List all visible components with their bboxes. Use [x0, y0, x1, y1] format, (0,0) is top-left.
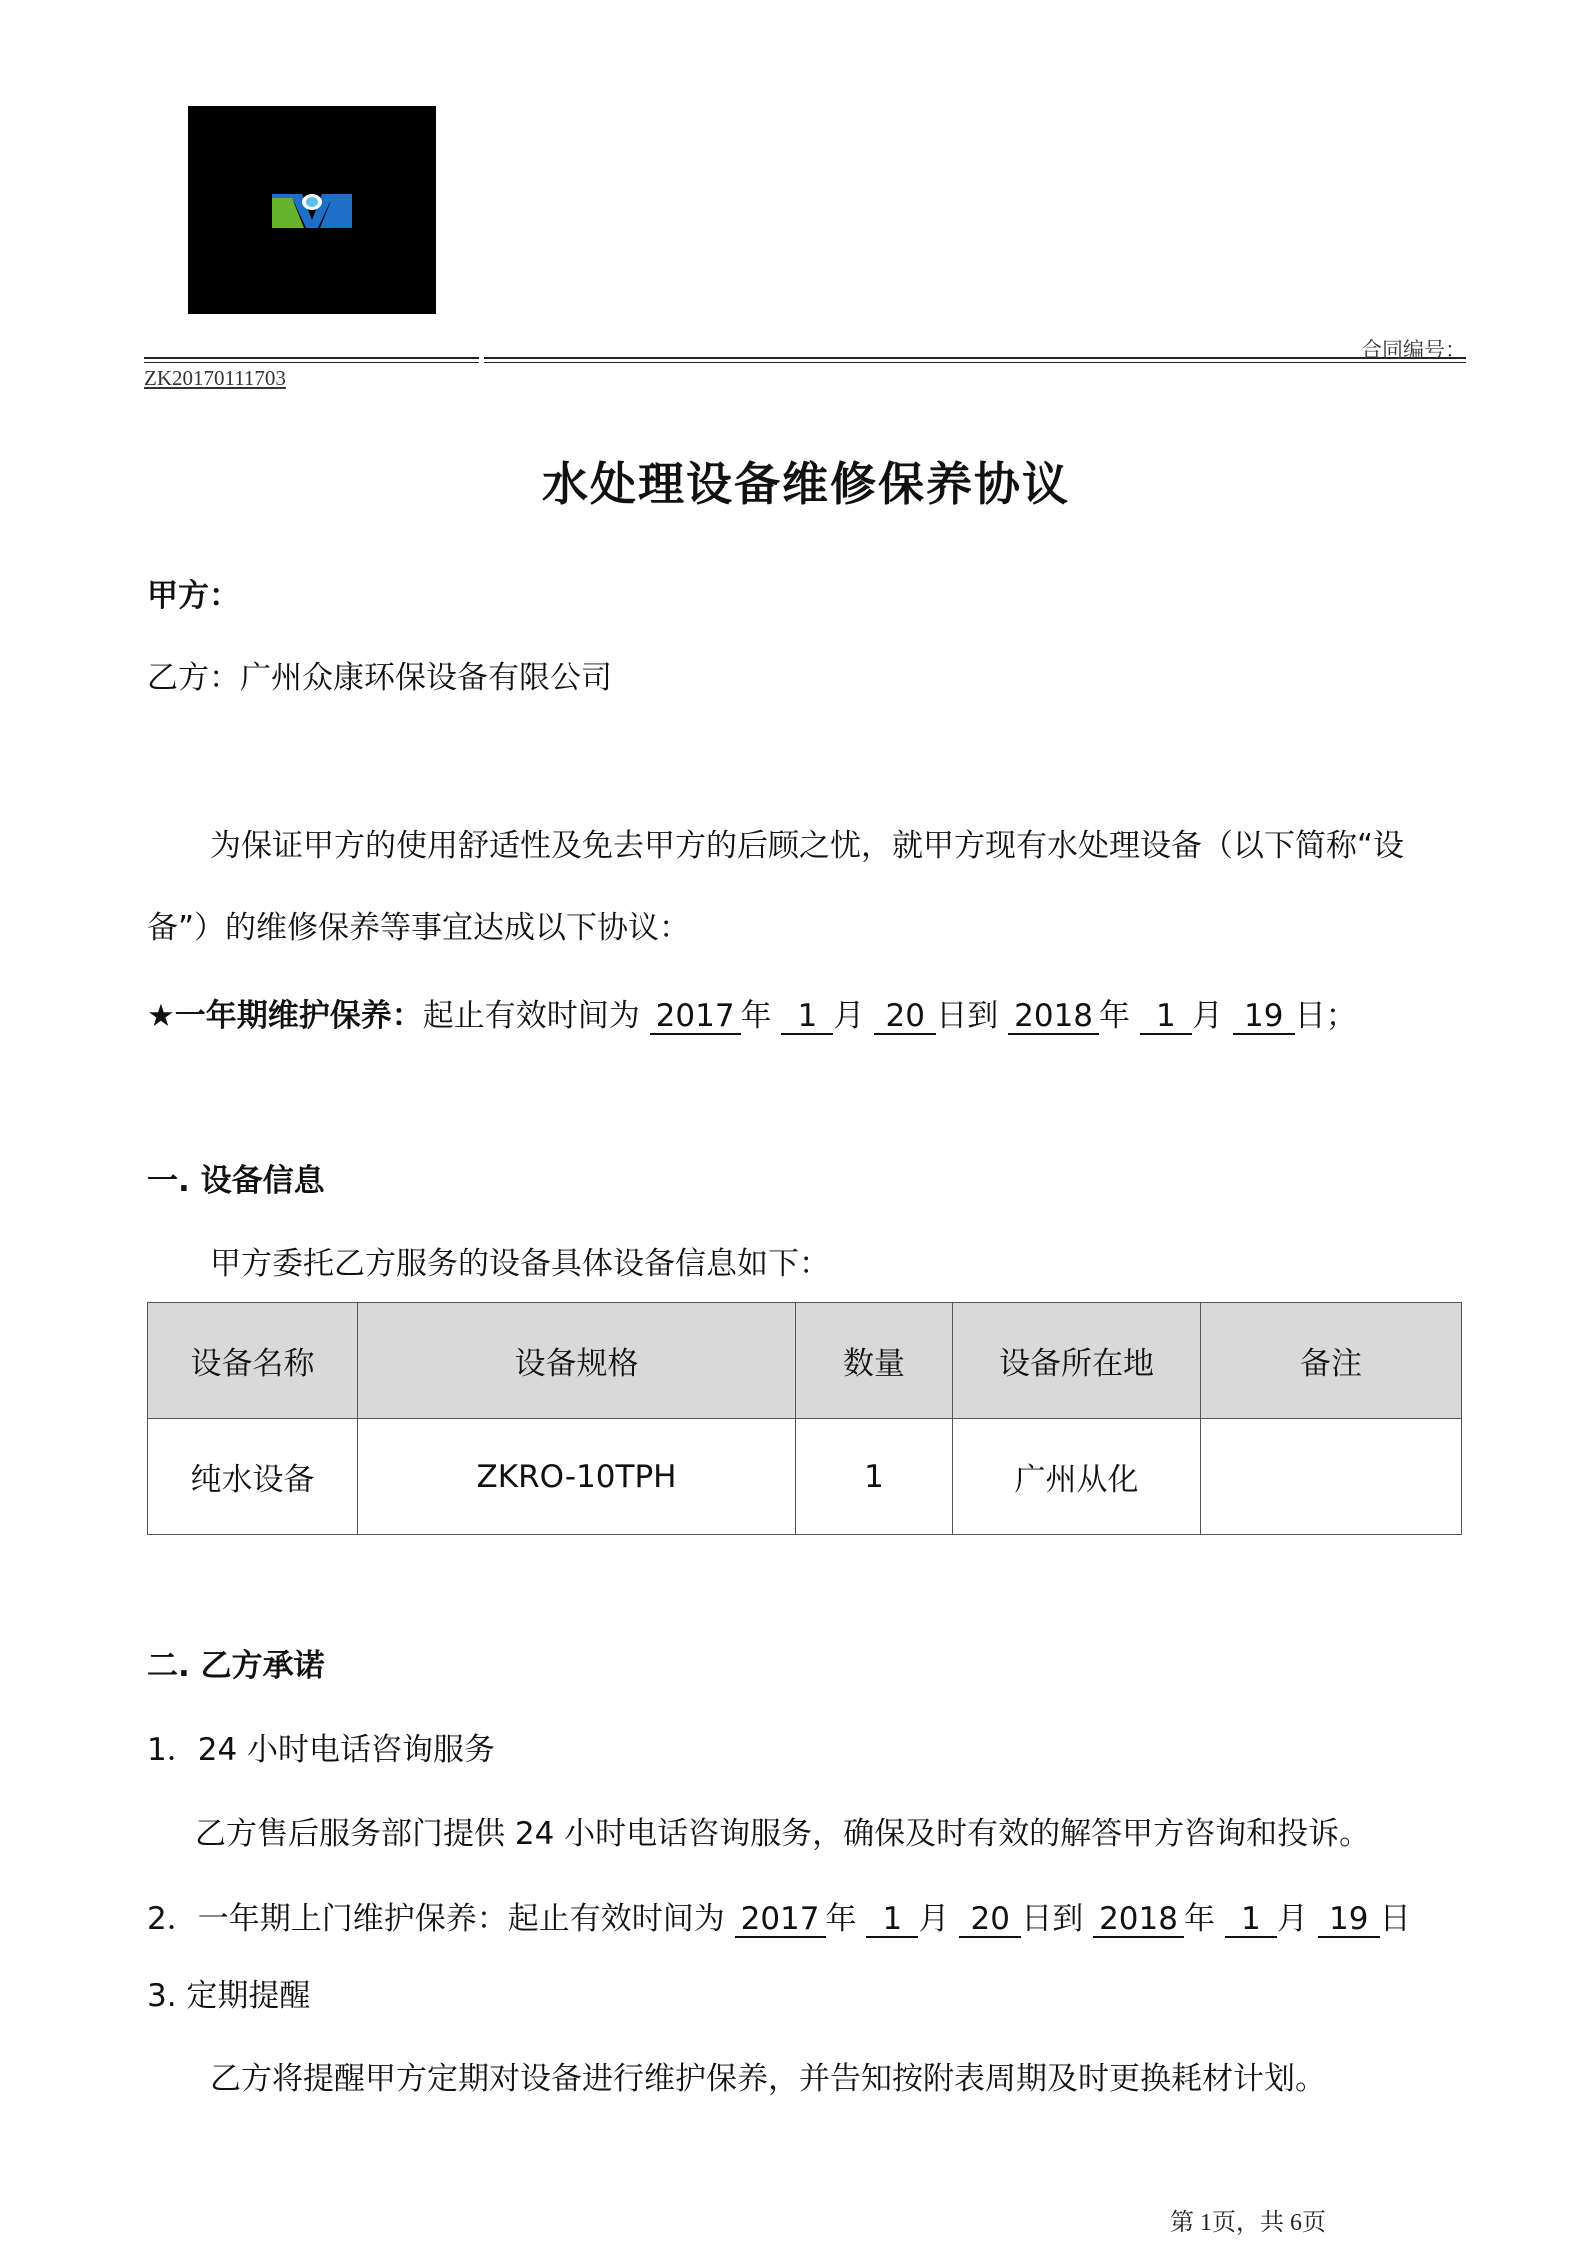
contract-number-label: 合同编号： — [1361, 338, 1466, 362]
table-header-cell: 设备规格 — [358, 1303, 796, 1419]
intro-line-2: 备”）的维修保养等事宜达成以下协议： — [147, 910, 691, 946]
end-year: 2018 — [1008, 999, 1099, 1035]
party-a-label: 甲方： — [147, 578, 240, 614]
section-1-intro: 甲方委托乙方服务的设备具体设备信息如下： — [210, 1246, 830, 1282]
table-header-row — [148, 1303, 1462, 1419]
section-1-heading: 一. 设备信息 — [147, 1163, 325, 1199]
item-1-title: 1．24 小时电话咨询服务 — [147, 1732, 496, 1768]
header-rule-right — [484, 357, 1466, 363]
item-2-end-month: 1 — [1225, 1902, 1277, 1938]
table-header-cell: 设备所在地 — [953, 1303, 1201, 1419]
item-2-start-day: 20 — [959, 1902, 1021, 1938]
start-day: 20 — [874, 999, 936, 1035]
term-prefix: 起止有效时间为 — [422, 998, 640, 1034]
contract-number: ZK20170111703 — [144, 366, 286, 390]
item-2-start-year: 2017 — [735, 1902, 826, 1938]
item-2-end-year: 2018 — [1093, 1902, 1184, 1938]
item-1-body: 乙方售后服务部门提供 24 小时电话咨询服务，确保及时有效的解答甲方咨询和投诉。 — [195, 1816, 1371, 1852]
end-month: 1 — [1140, 999, 1192, 1035]
table-cell — [1201, 1419, 1462, 1535]
table-row — [148, 1419, 1462, 1535]
item-2-end-day: 19 — [1318, 1902, 1380, 1938]
party-b-label: 乙方： — [147, 660, 240, 696]
party-b-name: 广州众康环保设备有限公司 — [240, 660, 612, 696]
intro-line-1: 为保证甲方的使用舒适性及免去甲方的后顾之忧，就甲方现有水处理设备（以下简称“设 — [210, 828, 1405, 864]
term-line: ★一年期维护保养：起止有效时间为 2017 年 1 月 20 日到 2018 年 1 月 19 日； — [147, 998, 1357, 1034]
logo-mark-icon — [272, 190, 352, 232]
item-3-title: 3. 定期提醒 — [147, 1978, 311, 2014]
term-label: ★一年期维护保养： — [147, 998, 423, 1034]
end-day: 19 — [1233, 999, 1295, 1035]
table-cell: 纯水设备 — [148, 1419, 358, 1535]
table-cell: 广州从化 — [953, 1419, 1201, 1535]
item-2-line: 2．一年期上门维护保养：起止有效时间为 2017 年 1 月 20 日到 2018 年 1 月 19 日 — [147, 1901, 1411, 1937]
table-header-cell: 设备名称 — [148, 1303, 358, 1419]
party-b — [147, 652, 612, 697]
item-3-body: 乙方将提醒甲方定期对设备进行维护保养，并告知按附表周期及时更换耗材计划。 — [210, 2061, 1326, 2097]
document-title: 水处理设备维修保养协议 — [542, 457, 1070, 511]
start-year: 2017 — [650, 999, 741, 1035]
table-header-cell: 备注 — [1201, 1303, 1462, 1419]
table-header-cell: 数量 — [796, 1303, 953, 1419]
header-rule-left — [144, 357, 479, 363]
page-footer: 第 1页，共 6页 — [1170, 2210, 1326, 2236]
start-month: 1 — [781, 999, 833, 1035]
table-cell: ZKRO-10TPH — [358, 1419, 796, 1535]
section-2-heading: 二. 乙方承诺 — [147, 1648, 325, 1684]
item-2-start-month: 1 — [866, 1902, 918, 1938]
item-2-prefix: 2．一年期上门维护保养：起止有效时间为 — [147, 1901, 725, 1937]
equipment-table — [147, 1302, 1462, 1535]
table-cell: 1 — [796, 1419, 953, 1535]
